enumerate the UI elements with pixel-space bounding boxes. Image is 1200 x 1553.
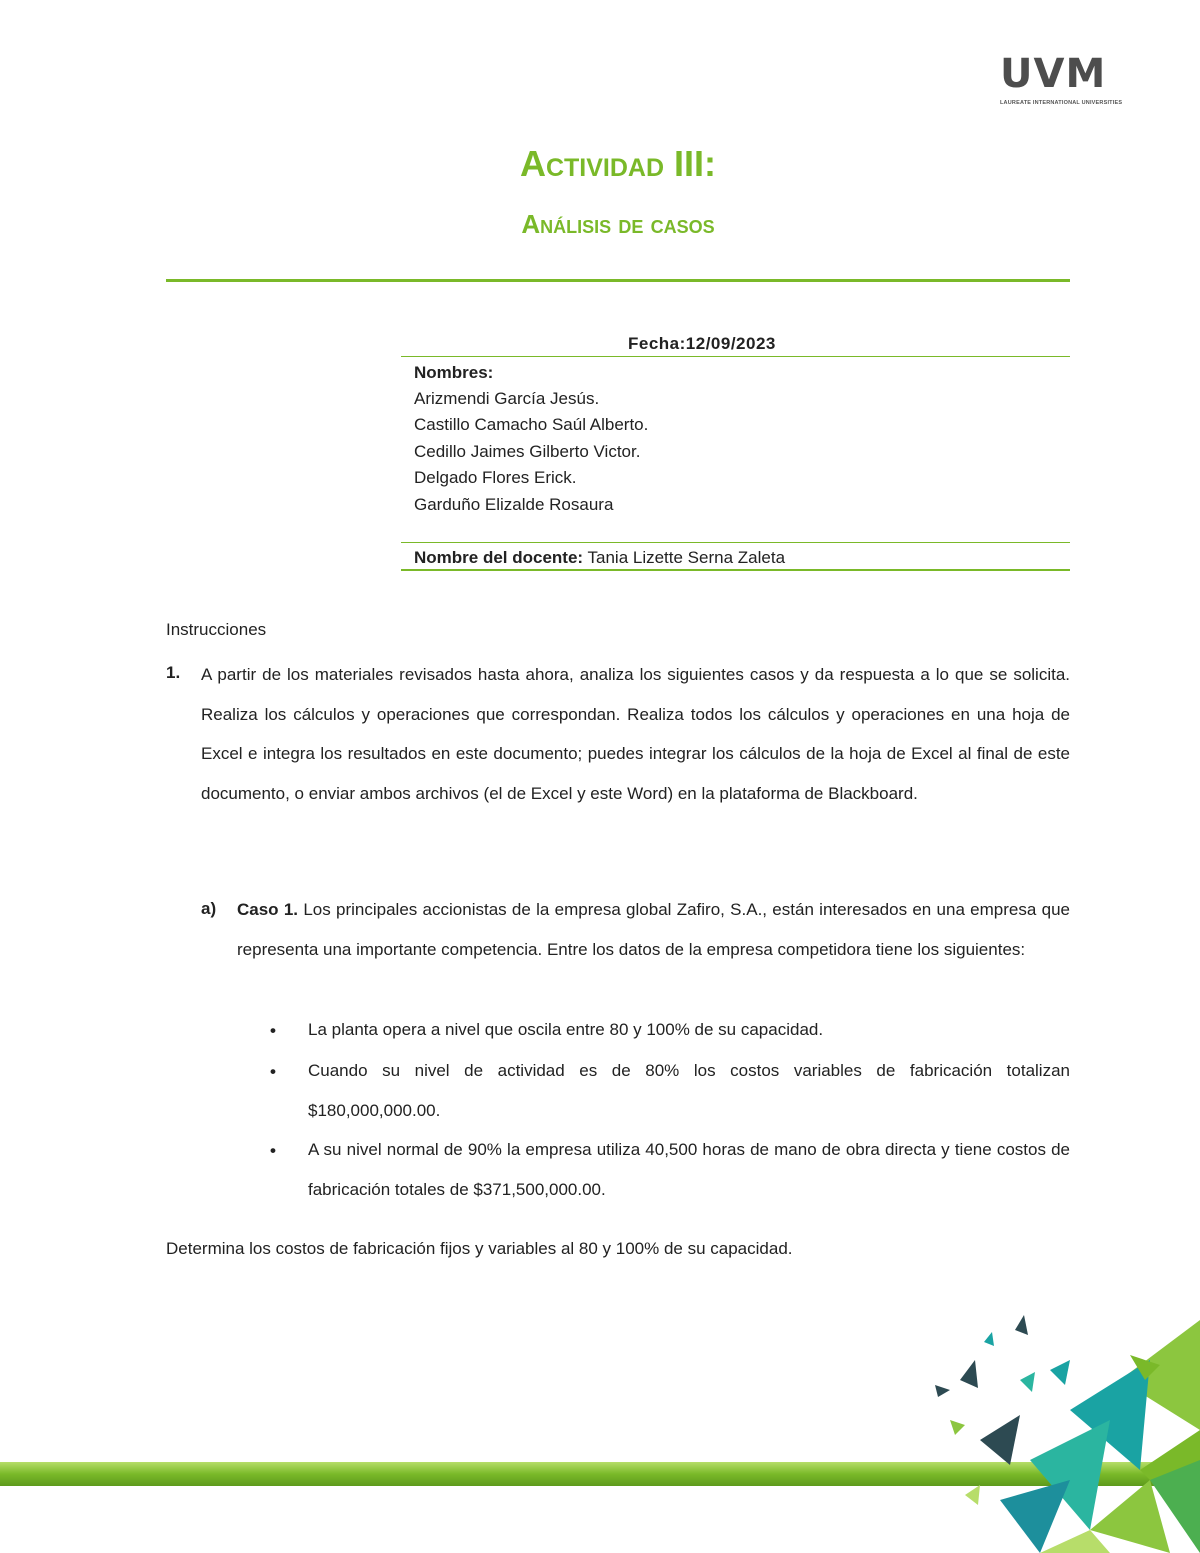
names-label: Nombres: <box>414 363 494 382</box>
title-divider <box>166 279 1070 282</box>
student-name: Arizmendi García Jesús. <box>414 389 600 408</box>
date-field: Fecha:12/09/2023 <box>628 334 776 353</box>
bullet-icon: • <box>270 1141 276 1160</box>
student-name: Cedillo Jaimes Gilberto Victor. <box>414 442 641 461</box>
task-statement: Determina los costos de fabricación fijos y variables al 80 y 100% de su capacidad. <box>166 1239 793 1258</box>
case-label: Caso 1. <box>237 900 299 919</box>
teacher-label: Nombre del docente: <box>414 548 584 567</box>
page-subtitle: Análisis de casos <box>521 209 715 239</box>
uvm-logo <box>1000 51 1122 112</box>
teacher-name: Tania Lizette Serna Zaleta <box>583 548 786 567</box>
logo-text: UVM <box>1000 51 1107 97</box>
item-number: 1. <box>166 663 181 682</box>
date-underline <box>401 356 1070 357</box>
bullet-item: Cuando su nivel de actividad es de 80% los costos variables de fabricación totalizan $180,000,000.00. <box>308 1061 1070 1120</box>
case-letter: a) <box>201 899 217 918</box>
student-name: Garduño Elizalde Rosaura <box>414 495 614 514</box>
instruction-paragraph: A partir de los materiales revisados hasta ahora, analiza los siguientes casos y da respuesta a lo que se solicita. Realiza los cálculos y operaciones que correspondan. Realiza todos los cálculos y operaciones en una hoja de Excel e integra los resultados en este documento; puedes integrar los cálculos de la hoja de Excel al final de este documento, o enviar ambos archivos (el de Excel y este Word) en la plataforma de Blackboard. <box>201 665 1070 803</box>
teacher-underline <box>401 569 1070 571</box>
student-name: Delgado Flores Erick. <box>414 468 577 487</box>
teacher-field <box>414 546 785 570</box>
bullet-item: A su nivel normal de 90% la empresa utiliza 40,500 horas de mano de obra directa y tiene costos de fabricación totales de $371,500,000.00. <box>308 1140 1070 1199</box>
page-title: Actividad III: <box>519 143 717 184</box>
polygon-decoration <box>920 1300 1200 1553</box>
instructions-heading: Instrucciones <box>166 620 267 639</box>
bullet-icon: • <box>270 1062 276 1081</box>
student-name: Castillo Camacho Saúl Alberto. <box>414 415 649 434</box>
bullet-icon: • <box>270 1021 276 1040</box>
case-paragraph <box>237 890 1070 969</box>
case-text: Los principales accionistas de la empresa global Zafiro, S.A., están interesados en una empresa que representa una importante competencia. Entre los datos de la empresa competidora tiene los siguientes: <box>237 900 1070 959</box>
bullet-item: La planta opera a nivel que oscila entre 80 y 100% de su capacidad. <box>308 1020 824 1039</box>
teacher-topline <box>401 542 1070 543</box>
logo-tagline: LAUREATE INTERNATIONAL UNIVERSITIES <box>1000 100 1122 106</box>
